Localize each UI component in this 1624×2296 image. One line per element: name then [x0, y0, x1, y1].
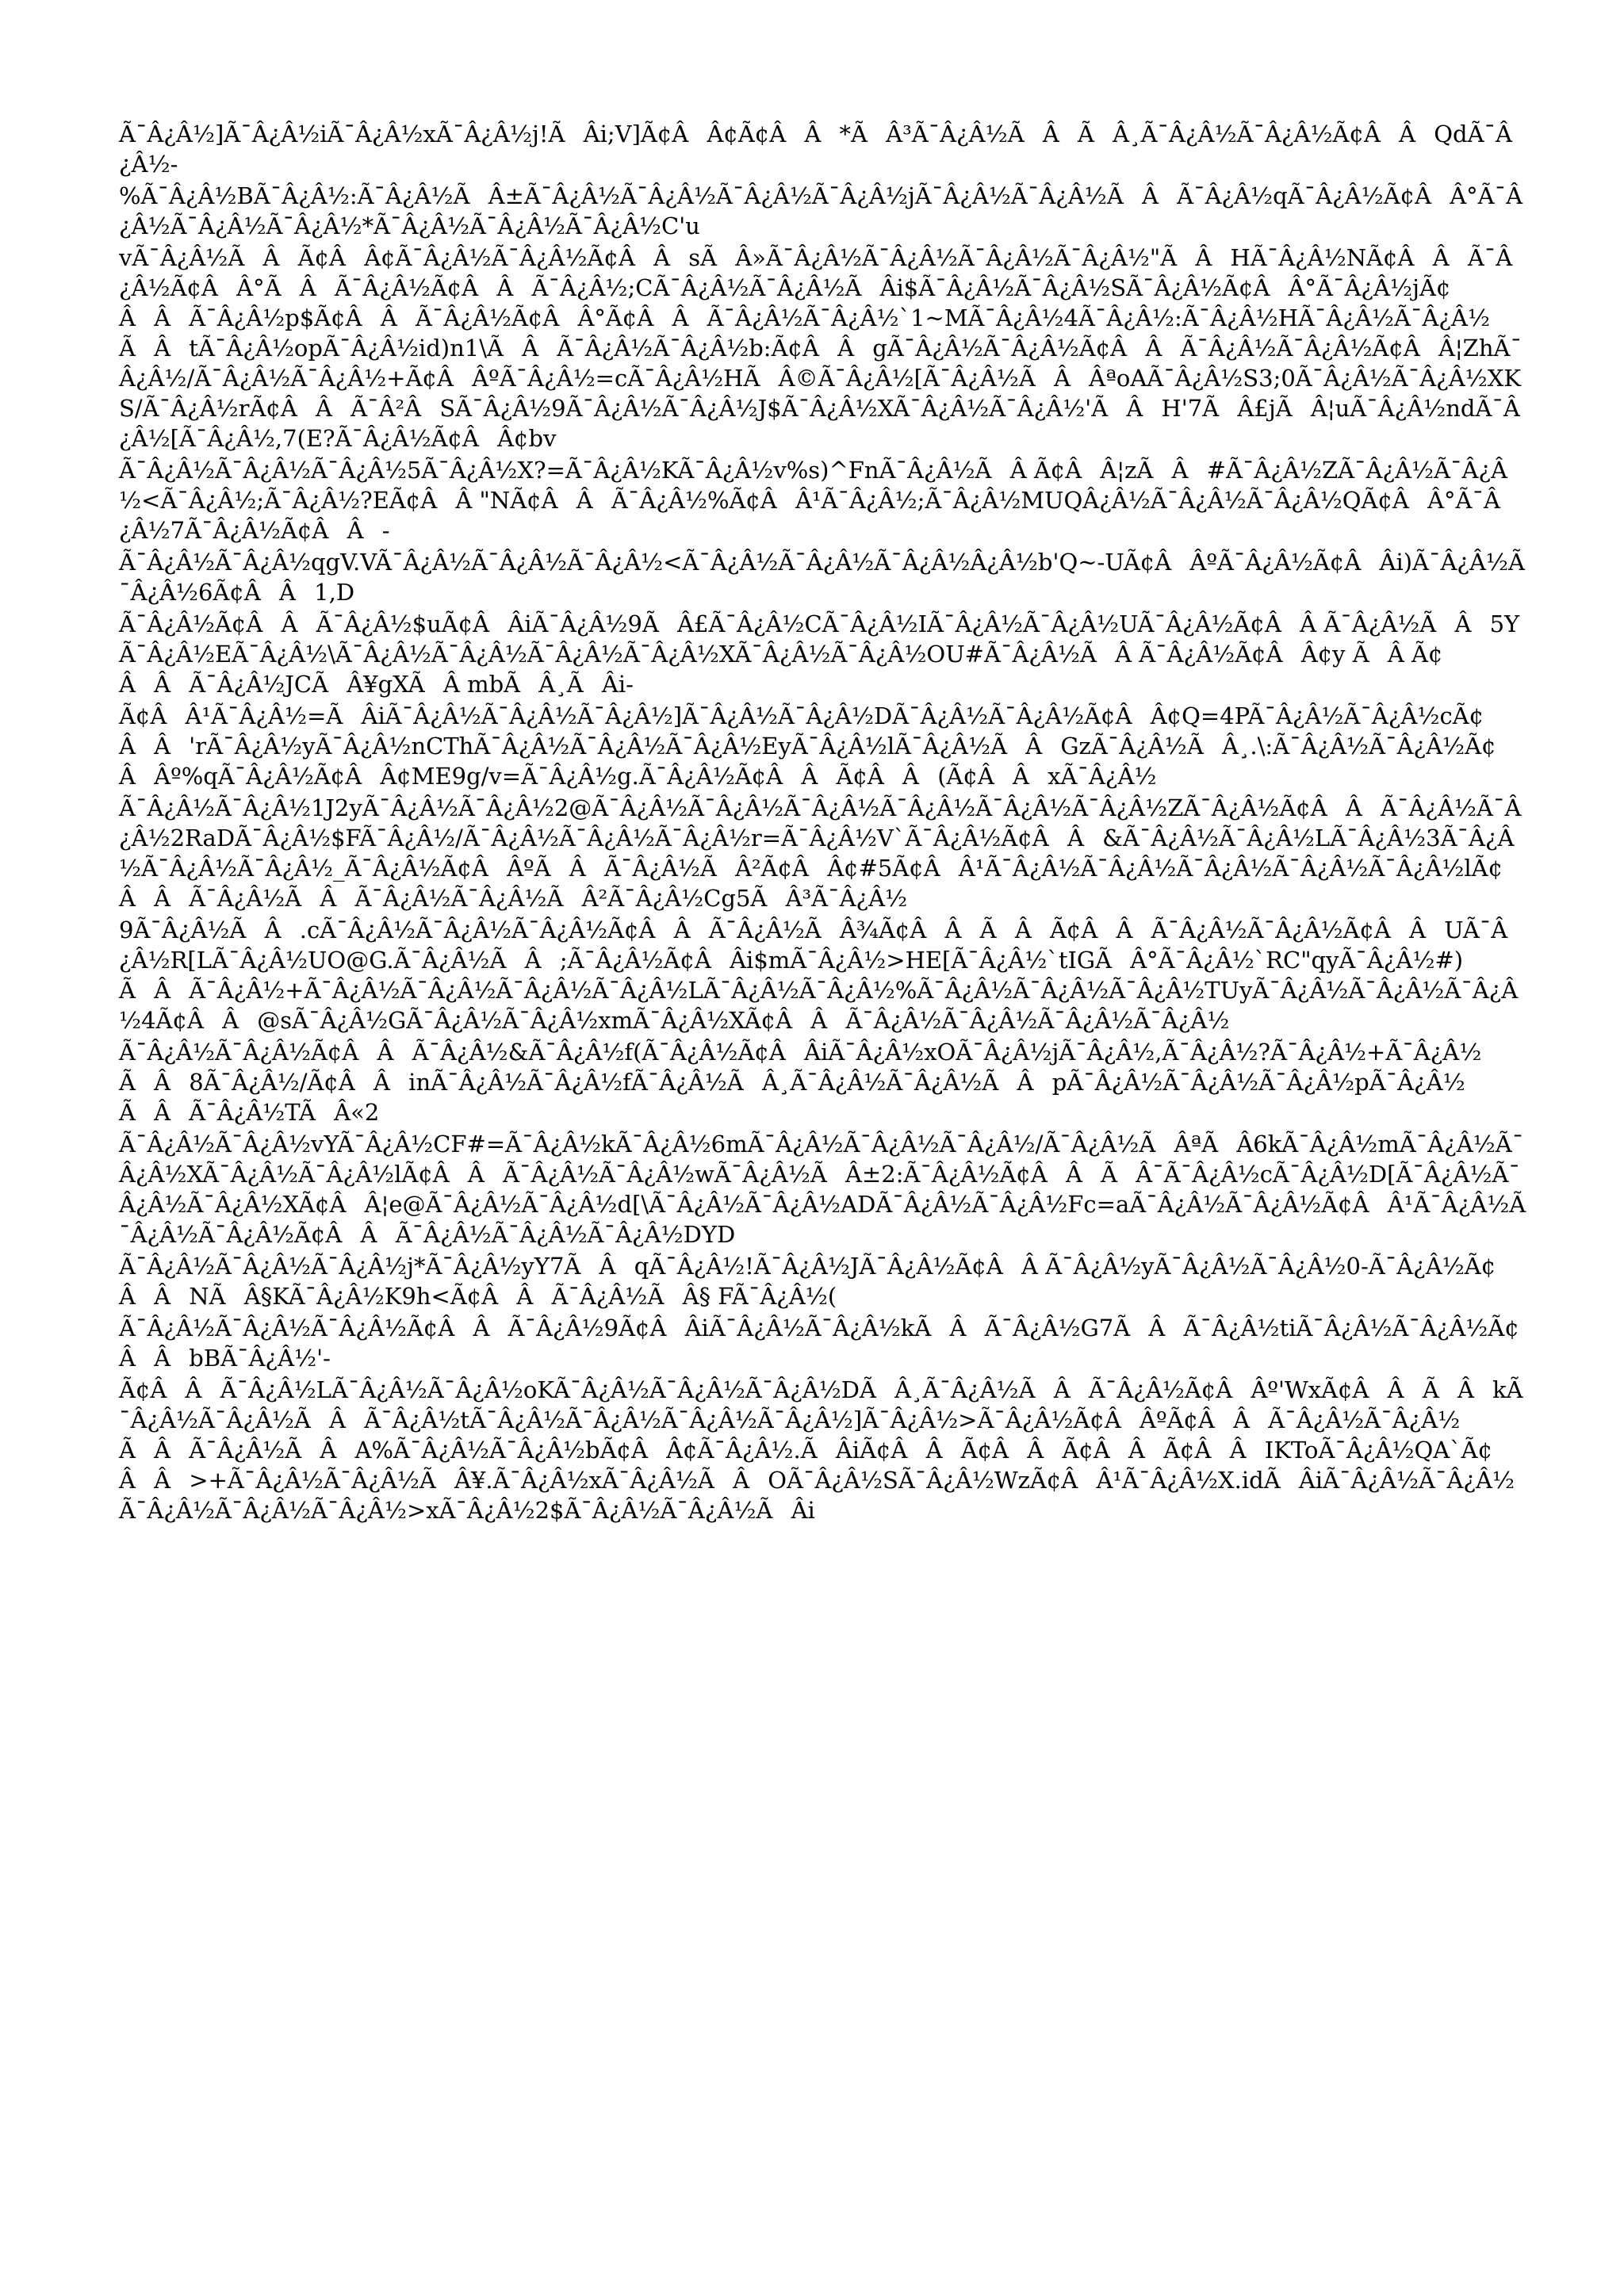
- garbled-text-paragraph-13: Ã¯Â¿Â½Ã¯Â¿Â½Ã¯Â¿Â½Ã¢ÂÂÃ¯Â¿Â½9Ã¢ÂÂiÃ¯Â¿Â½Ã¯Â¿Â½kÃÂÃ¯Â¿Â½G7ÃÂÃ¯Â¿Â½tiÃ¯Â¿Â½Ã¯Â¿Â½Ã¢ÂÂbBÃ¯Â¿Â½'-: [119, 1314, 1519, 1372]
- garbled-text-paragraph-1: Ã¯Â¿Â½]Ã¯Â¿Â½iÃ¯Â¿Â½xÃ¯Â¿Â½j!ÃÂi;V]Ã¢ÂÂ¢Ã¢ÂÂ*ÃÂ³Ã¯Â¿Â½ÃÂÃÂ¸Ã¯Â¿Â½Ã¯Â¿Â½Ã¢ÂÂQdÃ¯Â¿Â½-: [119, 121, 1512, 178]
- garbled-text-paragraph-10: Ã¯Â¿Â½Ã¯Â¿Â½Ã¢ÂÂÃ¯Â¿Â½&Ã¯Â¿Â½f(Ã¯Â¿Â½Ã¢ÂÂiÃ¯Â¿Â½xOÃ¯Â¿Â½jÃ¯Â¿Â½,Ã¯Â¿Â½?Ã¯Â¿Â½+Ã¯Â¿Â½ÃÂ8Ã¯Â¿Â½/Ã¢ÂÂinÃ¯Â¿Â½Ã¯Â¿Â½fÃ¯Â¿Â½ÃÂ¸Ã¯Â¿Â½Ã¯Â¿Â½ÃÂpÃ¯Â¿Â½Ã¯Â¿Â½Ã¯Â¿Â½pÃ¯Â¿Â½ÃÂÃ¯Â¿Â½TÃÂ«2: [119, 1039, 1482, 1126]
- garbled-text-paragraph-11: Ã¯Â¿Â½Ã¯Â¿Â½vYÃ¯Â¿Â½CF#=Ã¯Â¿Â½kÃ¯Â¿Â½6mÃ¯Â¿Â½Ã¯Â¿Â½Ã¯Â¿Â½/Ã¯Â¿Â½ÃÂªÃÂ6kÃ¯Â¿Â½mÃ¯Â¿Â½Ã¯Â¿Â½XÃ¯Â¿Â½Ã¯Â¿Â½lÃ¢ÂÂÃ¯Â¿Â½Ã¯Â¿Â½wÃ¯Â¿Â½ÃÂ±2:Ã¯Â¿Â½Ã¢ÂÂÃÂ¯Ã¯Â¿Â½cÃ¯Â¿Â½D[Ã¯Â¿Â½Ã¯Â¿Â½Ã¯Â¿Â½XÃ¢ÂÂ¦e@Ã¯Â¿Â½Ã¯Â¿Â½d[\Ã¯Â¿Â½Ã¯Â¿Â½ADÃ¯Â¿Â½Ã¯Â¿Â½Fc=aÃ¯Â¿Â½Ã¯Â¿Â½Ã¢ÂÂ¹Ã¯Â¿Â½Ã¯Â¿Â½Ã¯Â¿Â½Ã¢ÂÂÃ¯Â¿Â½Ã¯Â¿Â½Ã¯Â¿Â½DYD: [119, 1131, 1526, 1248]
- garbled-text-paragraph-6: Ã¯Â¿Â½Ã¢ÂÂÃ¯Â¿Â½$uÃ¢ÂÂiÃ¯Â¿Â½9ÃÂ£Ã¯Â¿Â½CÃ¯Â¿Â½IÃ¯Â¿Â½Ã¯Â¿Â½UÃ¯Â¿Â½Ã¢ÂÂ Ã¯Â¿Â½ÃÂ5YÃ¯Â¿Â½EÃ¯Â¿Â½\Ã¯Â¿Â½Ã¯Â¿Â½Ã¯Â¿Â½Ã¯Â¿Â½XÃ¯Â¿Â½Ã¯Â¿Â½OU#Ã¯Â¿Â½ÃÂ Ã¯Â¿Â½Ã¢ÂÂ¢y ÃÂ Ã¢ÂÂÃ¯Â¿Â½JCÃÂ¥gXÃÂ mbÃÂ¸ÃÂi-: [119, 610, 1520, 698]
- document-page: [119, 119, 1526, 1527]
- garbled-text-paragraph-12: Ã¯Â¿Â½Ã¯Â¿Â½Ã¯Â¿Â½j*Ã¯Â¿Â½yY7ÃÂqÃ¯Â¿Â½!Ã¯Â¿Â½JÃ¯Â¿Â½Ã¢ÂÂ Ã¯Â¿Â½yÃ¯Â¿Â½Ã¯Â¿Â½0-Ã¯Â¿Â½Ã¢ÂÂNÃÂ§KÃ¯Â¿Â½K9h<Ã¢ÂÂÃ¯Â¿Â½ÃÂ§ FÃ¯Â¿Â½(: [119, 1253, 1496, 1310]
- garbled-text-paragraph-4: Ã¯Â¿Â½Ã¯Â¿Â½Ã¯Â¿Â½5Ã¯Â¿Â½X?=Ã¯Â¿Â½KÃ¯Â¿Â½v%s)^FnÃ¯Â¿Â½ÃÂ Ã¢ÂÂ¦zÃÂ#Ã¯Â¿Â½ZÃ¯Â¿Â½Ã¯Â¿Â½<Ã¯Â¿Â½;Ã¯Â¿Â½?EÃ¢ÂÂ "NÃ¢ÂÂÃ¯Â¿Â½%Ã¢ÂÂ¹Ã¯Â¿Â½;Ã¯Â¿Â½MUQÂ¿Â½Ã¯Â¿Â½Ã¯Â¿Â½QÃ¢ÂÂ°Ã¯Â¿Â½7Ã¯Â¿Â½Ã¢ÂÂ-: [119, 457, 1507, 544]
- garbled-text-paragraph-8: Ã¯Â¿Â½Ã¯Â¿Â½1J2yÃ¯Â¿Â½Ã¯Â¿Â½2@Ã¯Â¿Â½Ã¯Â¿Â½Ã¯Â¿Â½Ã¯Â¿Â½Ã¯Â¿Â½Ã¯Â¿Â½ZÃ¯Â¿Â½Ã¢ÂÂÃ¯Â¿Â½Ã¯Â¿Â½2RaDÃ¯Â¿Â½$FÃ¯Â¿Â½/Ã¯Â¿Â½Ã¯Â¿Â½Ã¯Â¿Â½r=Ã¯Â¿Â½V`Ã¯Â¿Â½Ã¢ÂÂ&Ã¯Â¿Â½Ã¯Â¿Â½LÃ¯Â¿Â½3Ã¯Â¿Â½Ã¯Â¿Â½Ã¯Â¿Â½_Ã¯Â¿Â½Ã¢ÂÂºÃÂÃ¯Â¿Â½ÃÂ²Ã¢ÂÂ¢#5Ã¢ÂÂ¹Ã¯Â¿Â½Ã¯Â¿Â½Ã¯Â¿Â½Ã¯Â¿Â½Ã¯Â¿Â½lÃ¢ÂÂÃ¯Â¿Â½ÃÂÃ¯Â¿Â½Ã¯Â¿Â½ÃÂ²Ã¯Â¿Â½Cg5ÃÂ³Ã¯Â¿Â½: [119, 794, 1522, 912]
- garbled-text-paragraph-5: Ã¯Â¿Â½Ã¯Â¿Â½qgV.VÃ¯Â¿Â½Ã¯Â¿Â½Ã¯Â¿Â½<Ã¯Â¿Â½Ã¯Â¿Â½Ã¯Â¿Â½Â¿Â½b'Q~-UÃ¢ÂÂºÃ¯Â¿Â½Ã¢ÂÂi)Ã¯Â¿Â½Ã¯Â¿Â½6Ã¢ÂÂ1,D: [119, 549, 1525, 606]
- garbled-text-paragraph-3: vÃ¯Â¿Â½ÃÂÃ¢ÂÂ¢Ã¯Â¿Â½Ã¯Â¿Â½Ã¢ÂÂsÃÂ»Ã¯Â¿Â½Ã¯Â¿Â½Ã¯Â¿Â½Ã¯Â¿Â½"ÃÂHÃ¯Â¿Â½NÃ¢ÂÂÃ¯Â¿Â½Ã¢ÂÂ°ÃÂÃ¯Â¿Â½Ã¢ÂÂÃ¯Â¿Â½;CÃ¯Â¿Â½Ã¯Â¿Â½ÃÂi$Ã¯Â¿Â½Ã¯Â¿Â½SÃ¯Â¿Â½Ã¢ÂÂ°Ã¯Â¿Â½jÃ¢ÂÂÃ¯Â¿Â½p$Ã¢ÂÂÃ¯Â¿Â½Ã¢ÂÂ°Ã¢ÂÂÃ¯Â¿Â½Ã¯Â¿Â½`1~MÃ¯Â¿Â½4Ã¯Â¿Â½:Ã¯Â¿Â½HÃ¯Â¿Â½Ã¯Â¿Â½ÃÂtÃ¯Â¿Â½opÃ¯Â¿Â½id)n1\ÃÂÃ¯Â¿Â½Ã¯Â¿Â½b:Ã¢ÂÂgÃ¯Â¿Â½Ã¯Â¿Â½Ã¢ÂÂÃ¯Â¿Â½Ã¯Â¿Â½Ã¢ÂÂ¦ZhÃ¯Â¿Â½/Ã¯Â¿Â½Ã¯Â¿Â½+Ã¢ÂÂºÃ¯Â¿Â½=cÃ¯Â¿Â½HÃÂ©Ã¯Â¿Â½[Ã¯Â¿Â½ÃÂÂªoAÃ¯Â¿Â½S3;0Ã¯Â¿Â½Ã¯Â¿Â½XKS/Ã¯Â¿Â½rÃ¢ÂÂÃ¯Â²ÂSÃ¯Â¿Â½9Ã¯Â¿Â½Ã¯Â¿Â½J$Ã¯Â¿Â½XÃ¯Â¿Â½Ã¯Â¿Â½'ÃÂH'7ÃÂ£jÃÂ¦uÃ¯Â¿Â½ndÃ¯Â¿Â½[Ã¯Â¿Â½,7(E?Ã¯Â¿Â½Ã¢ÂÂ¢bv: [119, 244, 1522, 452]
- garbled-text-paragraph-2: %Ã¯Â¿Â½BÃ¯Â¿Â½:Ã¯Â¿Â½ÃÂ±Ã¯Â¿Â½Ã¯Â¿Â½Ã¯Â¿Â½Ã¯Â¿Â½jÃ¯Â¿Â½Ã¯Â¿Â½ÃÂÃ¯Â¿Â½qÃ¯Â¿Â½Ã¢ÂÂ°Ã¯Â¿Â½Ã¯Â¿Â½Ã¯Â¿Â½*Ã¯Â¿Â½Ã¯Â¿Â½Ã¯Â¿Â½C'u: [119, 182, 1523, 239]
- garbled-text-paragraph-14: Ã¢ÂÂÃ¯Â¿Â½LÃ¯Â¿Â½Ã¯Â¿Â½oKÃ¯Â¿Â½Ã¯Â¿Â½Ã¯Â¿Â½DÃÂ¸Ã¯Â¿Â½ÃÂÃ¯Â¿Â½Ã¢ÂÂº'WxÃ¢ÂÂÃÂkÃ¯Â¿Â½Ã¯Â¿Â½ÃÂÃ¯Â¿Â½tÃ¯Â¿Â½Ã¯Â¿Â½Ã¯Â¿Â½Ã¯Â¿Â½]Ã¯Â¿Â½>Ã¯Â¿Â½Ã¢ÂÂºÃ¢ÂÂÃ¯Â¿Â½Ã¯Â¿Â½ÃÂÃ¯Â¿Â½ÃÂA%Ã¯Â¿Â½Ã¯Â¿Â½bÃ¢ÂÂ¢Ã¯Â¿Â½.ÃÂiÃ¢ÂÂÃ¢ÂÂÃ¢ÂÂÃ¢ÂÂIKToÃ¯Â¿Â½QA`Ã¢ÂÂ>+Ã¯Â¿Â½Ã¯Â¿Â½ÃÂ¥.Ã¯Â¿Â½xÃ¯Â¿Â½ÃÂOÃ¯Â¿Â½SÃ¯Â¿Â½WzÃ¢ÂÂ¹Ã¯Â¿Â½X.idÃÂiÃ¯Â¿Â½Ã¯Â¿Â½Ã¯Â¿Â½Ã¯Â¿Â½Ã¯Â¿Â½>xÃ¯Â¿Â½2$Ã¯Â¿Â½Ã¯Â¿Â½ÃÂi: [119, 1376, 1523, 1524]
- garbled-text-paragraph-7: Ã¢ÂÂ¹Ã¯Â¿Â½=ÃÂiÃ¯Â¿Â½Ã¯Â¿Â½Ã¯Â¿Â½]Ã¯Â¿Â½Ã¯Â¿Â½DÃ¯Â¿Â½Ã¯Â¿Â½Ã¢ÂÂ¢Q=4PÃ¯Â¿Â½Ã¯Â¿Â½cÃ¢ÂÂ'rÃ¯Â¿Â½yÃ¯Â¿Â½nCThÃ¯Â¿Â½Ã¯Â¿Â½Ã¯Â¿Â½EyÃ¯Â¿Â½lÃ¯Â¿Â½ÃÂGzÃ¯Â¿Â½ÃÂ¸.\:Ã¯Â¿Â½Ã¯Â¿Â½Ã¢ÂÂº%qÃ¯Â¿Â½Ã¢ÂÂ¢ME9g/v=Ã¯Â¿Â½g.Ã¯Â¿Â½Ã¢ÂÂÃ¢ÂÂ(Ã¢ÂÂxÃ¯Â¿Â½: [119, 702, 1496, 790]
- garbled-text-paragraph-9: 9Ã¯Â¿Â½ÃÂ.cÃ¯Â¿Â½Ã¯Â¿Â½Ã¯Â¿Â½Ã¢ÂÂÃ¯Â¿Â½ÃÂ¾Ã¢ÂÂÃÂÃ¢ÂÂÃ¯Â¿Â½Ã¯Â¿Â½Ã¢ÂÂUÃ¯Â¿Â½R[LÃ¯Â¿Â½UO@G.Ã¯Â¿Â½ÃÂ;Ã¯Â¿Â½Ã¢ÂÂi$mÃ¯Â¿Â½>HE[Ã¯Â¿Â½`tIGÃÂ°Ã¯Â¿Â½`RC"qyÃ¯Â¿Â½#)ÃÂÃ¯Â¿Â½+Ã¯Â¿Â½Ã¯Â¿Â½Ã¯Â¿Â½Ã¯Â¿Â½LÃ¯Â¿Â½Ã¯Â¿Â½%Ã¯Â¿Â½Ã¯Â¿Â½Ã¯Â¿Â½TUyÃ¯Â¿Â½Ã¯Â¿Â½Ã¯Â¿Â½4Ã¢ÂÂ@sÃ¯Â¿Â½GÃ¯Â¿Â½Ã¯Â¿Â½xmÃ¯Â¿Â½XÃ¢ÂÂÃ¯Â¿Â½Ã¯Â¿Â½Ã¯Â¿Â½Ã¯Â¿Â½: [119, 916, 1519, 1034]
